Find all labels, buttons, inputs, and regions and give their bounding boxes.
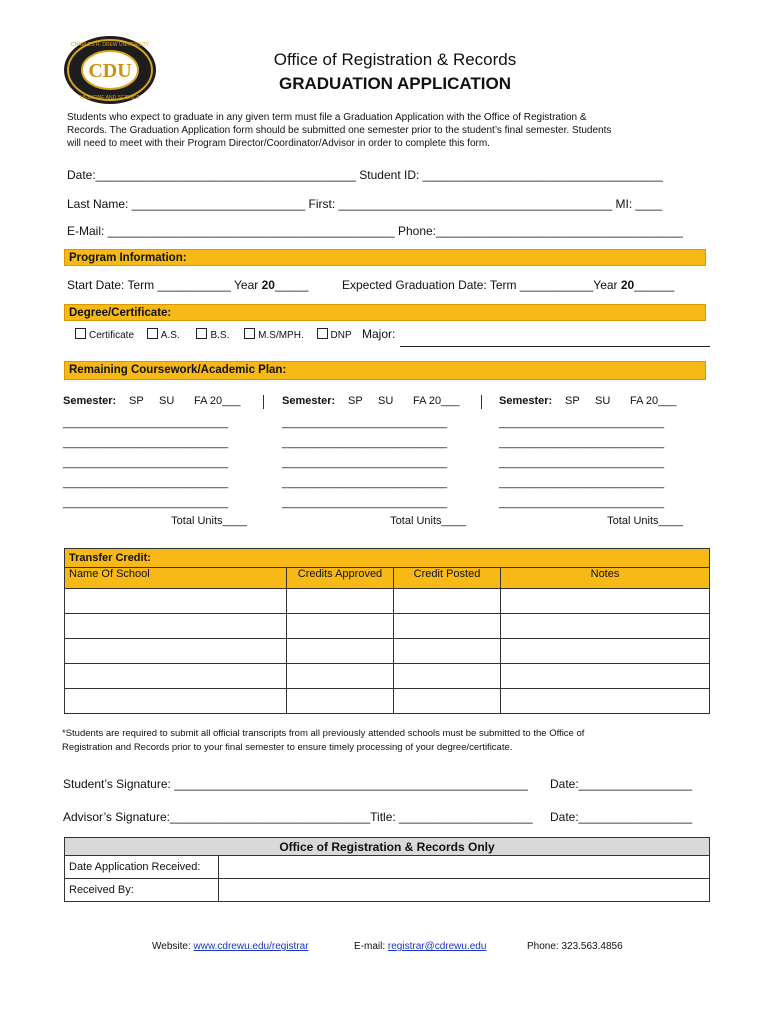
semester-label: Semester: bbox=[499, 395, 553, 407]
checkbox[interactable] bbox=[317, 328, 328, 339]
transcript-note bbox=[62, 727, 584, 755]
intro-line: Records. The Graduation Application form should be submitted one semester prior to the student’s final semester. Students bbox=[67, 125, 612, 136]
transfer-heading-row bbox=[65, 549, 710, 568]
option-label: M.S/MPH. bbox=[258, 330, 304, 341]
table-header-row bbox=[65, 568, 710, 589]
transfer-credit-table bbox=[64, 548, 710, 714]
email-label: E-mail: bbox=[354, 941, 388, 952]
semester-label: Semester: bbox=[282, 395, 336, 407]
grad-year-blank: ______ bbox=[634, 278, 675, 292]
intro-text bbox=[67, 111, 611, 150]
column-divider bbox=[263, 395, 264, 409]
course-line[interactable]: ___________________________ bbox=[499, 457, 665, 469]
course-line[interactable]: ___________________________ bbox=[499, 417, 665, 429]
table-cell[interactable] bbox=[501, 639, 710, 664]
start-year-blank: _____ bbox=[274, 278, 309, 292]
note-line: Registration and Records prior to your final semester to ensure timely processing of your degree/certificate. bbox=[62, 742, 513, 753]
table-row bbox=[65, 879, 710, 902]
table-cell[interactable] bbox=[394, 664, 501, 689]
option-dnp[interactable] bbox=[317, 330, 352, 341]
svg-text:CDU: CDU bbox=[88, 60, 132, 82]
grad-year-prefix: 20 bbox=[620, 278, 635, 292]
col-credit-posted: Credit Posted bbox=[394, 568, 501, 589]
student-signature-field[interactable]: Student’s Signature: _____________________________________________________ bbox=[63, 777, 528, 791]
email-link[interactable]: registrar@cdrewu.edu bbox=[387, 941, 487, 952]
col-credits-approved: Credits Approved bbox=[287, 568, 394, 589]
table-cell[interactable] bbox=[65, 664, 287, 689]
table-row bbox=[65, 664, 710, 689]
sp-option[interactable]: SP bbox=[129, 395, 144, 407]
course-line[interactable]: ___________________________ bbox=[282, 497, 448, 509]
start-date-label: Start Date: Term ___________ Year bbox=[67, 278, 262, 292]
fa-option[interactable]: FA 20___ bbox=[194, 395, 241, 407]
fa-option[interactable]: FA 20___ bbox=[630, 395, 677, 407]
semester-column-3 bbox=[499, 395, 689, 527]
su-option[interactable]: SU bbox=[595, 395, 611, 407]
graduation-date-field[interactable] bbox=[342, 278, 674, 292]
name-field[interactable]: Last Name: __________________________ First: _________________________________________ MI: ____ bbox=[67, 197, 663, 211]
semester-label: Semester: bbox=[63, 395, 117, 407]
table-cell[interactable] bbox=[65, 614, 287, 639]
table-cell[interactable] bbox=[287, 614, 394, 639]
office-heading: Office of Registration & Records bbox=[273, 50, 517, 69]
table-cell[interactable] bbox=[394, 589, 501, 614]
course-line[interactable]: ___________________________ bbox=[282, 417, 448, 429]
option-label: Certificate bbox=[89, 330, 135, 341]
option-certificate[interactable] bbox=[75, 330, 134, 341]
column-divider bbox=[481, 395, 482, 409]
course-line[interactable]: ___________________________ bbox=[63, 497, 229, 509]
major-label: Major: bbox=[362, 327, 396, 341]
total-units[interactable]: Total Units____ bbox=[390, 515, 466, 527]
coursework-heading: Remaining Coursework/Academic Plan: bbox=[64, 361, 706, 380]
page-title: GRADUATION APPLICATION bbox=[278, 74, 511, 93]
table-row bbox=[65, 689, 710, 714]
advisor-signature-field[interactable]: Advisor’s Signature:______________________________Title: ____________________ bbox=[63, 810, 533, 824]
course-line[interactable]: ___________________________ bbox=[499, 477, 665, 489]
received-by-label: Received By: bbox=[65, 879, 219, 902]
checkbox[interactable] bbox=[75, 328, 86, 339]
start-date-field[interactable] bbox=[67, 278, 308, 292]
table-row bbox=[65, 589, 710, 614]
office-only-table bbox=[64, 837, 710, 902]
footer-email bbox=[354, 941, 486, 952]
course-line[interactable]: ___________________________ bbox=[63, 417, 229, 429]
sp-option[interactable]: SP bbox=[348, 395, 363, 407]
start-year-prefix: 20 bbox=[261, 278, 275, 292]
footer bbox=[152, 941, 309, 952]
received-by-field[interactable] bbox=[219, 879, 710, 902]
course-line[interactable]: ___________________________ bbox=[63, 457, 229, 469]
student-date-field[interactable]: Date:_________________ bbox=[550, 777, 693, 791]
course-line[interactable]: ___________________________ bbox=[282, 457, 448, 469]
office-heading-row bbox=[65, 838, 710, 856]
table-cell[interactable] bbox=[394, 689, 501, 714]
course-line[interactable]: ___________________________ bbox=[282, 477, 448, 489]
table-cell[interactable] bbox=[394, 614, 501, 639]
course-line[interactable]: ___________________________ bbox=[499, 437, 665, 449]
transfer-heading: Transfer Credit: bbox=[65, 549, 710, 568]
table-cell[interactable] bbox=[501, 614, 710, 639]
course-line[interactable]: ___________________________ bbox=[63, 437, 229, 449]
table-cell[interactable] bbox=[501, 664, 710, 689]
option-as[interactable] bbox=[147, 330, 180, 341]
advisor-date-field[interactable]: Date:_________________ bbox=[550, 810, 693, 824]
table-cell[interactable] bbox=[287, 639, 394, 664]
intro-line: Students who expect to graduate in any given term must file a Graduation Application with the Office of Registration & bbox=[67, 112, 587, 123]
intro-line: will need to meet with their Program Director/Coordinator/Advisor in order to complete this form. bbox=[67, 138, 490, 149]
table-row bbox=[65, 614, 710, 639]
col-notes: Notes bbox=[501, 568, 710, 589]
major-input-line[interactable] bbox=[400, 346, 710, 347]
cdu-logo bbox=[62, 34, 158, 106]
col-name-of-school: Name Of School bbox=[65, 568, 287, 589]
office-only-heading: Office of Registration & Records Only bbox=[65, 838, 710, 856]
total-units[interactable]: Total Units____ bbox=[171, 515, 247, 527]
degree-options bbox=[75, 328, 352, 341]
table-row bbox=[65, 639, 710, 664]
su-option[interactable]: SU bbox=[159, 395, 175, 407]
checkbox[interactable] bbox=[147, 328, 158, 339]
table-cell[interactable] bbox=[287, 664, 394, 689]
email-phone-field[interactable]: E-Mail: ___________________________________________ Phone:_____________________________________ bbox=[67, 224, 683, 238]
option-ms-mph[interactable] bbox=[244, 330, 304, 341]
course-line[interactable]: ___________________________ bbox=[282, 437, 448, 449]
note-line: *Students are required to submit all official transcripts from all previously attended schools must be submitted to the Office of bbox=[62, 728, 585, 739]
table-cell[interactable] bbox=[287, 589, 394, 614]
course-line[interactable]: ___________________________ bbox=[63, 477, 229, 489]
table-cell[interactable] bbox=[287, 689, 394, 714]
svg-text:MEDICINE AND SCIENCE: MEDICINE AND SCIENCE bbox=[80, 95, 140, 101]
table-cell[interactable] bbox=[65, 639, 287, 664]
checkbox[interactable] bbox=[244, 328, 255, 339]
date-studentid-field[interactable]: Date:_______________________________________ Student ID: ____________________________________ bbox=[67, 168, 663, 182]
checkbox[interactable] bbox=[196, 328, 207, 339]
total-units[interactable]: Total Units____ bbox=[607, 515, 683, 527]
option-label: A.S. bbox=[160, 330, 180, 341]
semester-column-1 bbox=[63, 395, 253, 527]
option-bs[interactable] bbox=[196, 330, 229, 341]
table-cell[interactable] bbox=[394, 639, 501, 664]
table-row bbox=[65, 856, 710, 879]
table-cell[interactable] bbox=[65, 689, 287, 714]
website-link[interactable]: www.cdrewu.edu/registrar bbox=[193, 941, 309, 952]
course-line[interactable]: ___________________________ bbox=[499, 497, 665, 509]
date-received-field[interactable] bbox=[219, 856, 710, 879]
svg-text:CHARLES R. DREW UNIVERSITY: CHARLES R. DREW UNIVERSITY bbox=[70, 42, 150, 48]
grad-date-label: Expected Graduation Date: Term ___________Year bbox=[342, 278, 621, 292]
option-label: DNP bbox=[330, 330, 352, 341]
sp-option[interactable]: SP bbox=[565, 395, 580, 407]
program-info-heading: Program Information: bbox=[64, 249, 706, 266]
semester-column-2 bbox=[282, 395, 472, 527]
su-option[interactable]: SU bbox=[378, 395, 394, 407]
table-cell[interactable] bbox=[501, 589, 710, 614]
option-label: B.S. bbox=[210, 330, 230, 341]
date-received-label: Date Application Received: bbox=[65, 856, 219, 879]
fa-option[interactable]: FA 20___ bbox=[413, 395, 460, 407]
footer-phone: Phone: 323.563.4856 bbox=[527, 941, 623, 952]
table-cell[interactable] bbox=[501, 689, 710, 714]
website-label: Website: bbox=[152, 941, 194, 952]
table-cell[interactable] bbox=[65, 589, 287, 614]
degree-heading: Degree/Certificate: bbox=[64, 304, 706, 321]
